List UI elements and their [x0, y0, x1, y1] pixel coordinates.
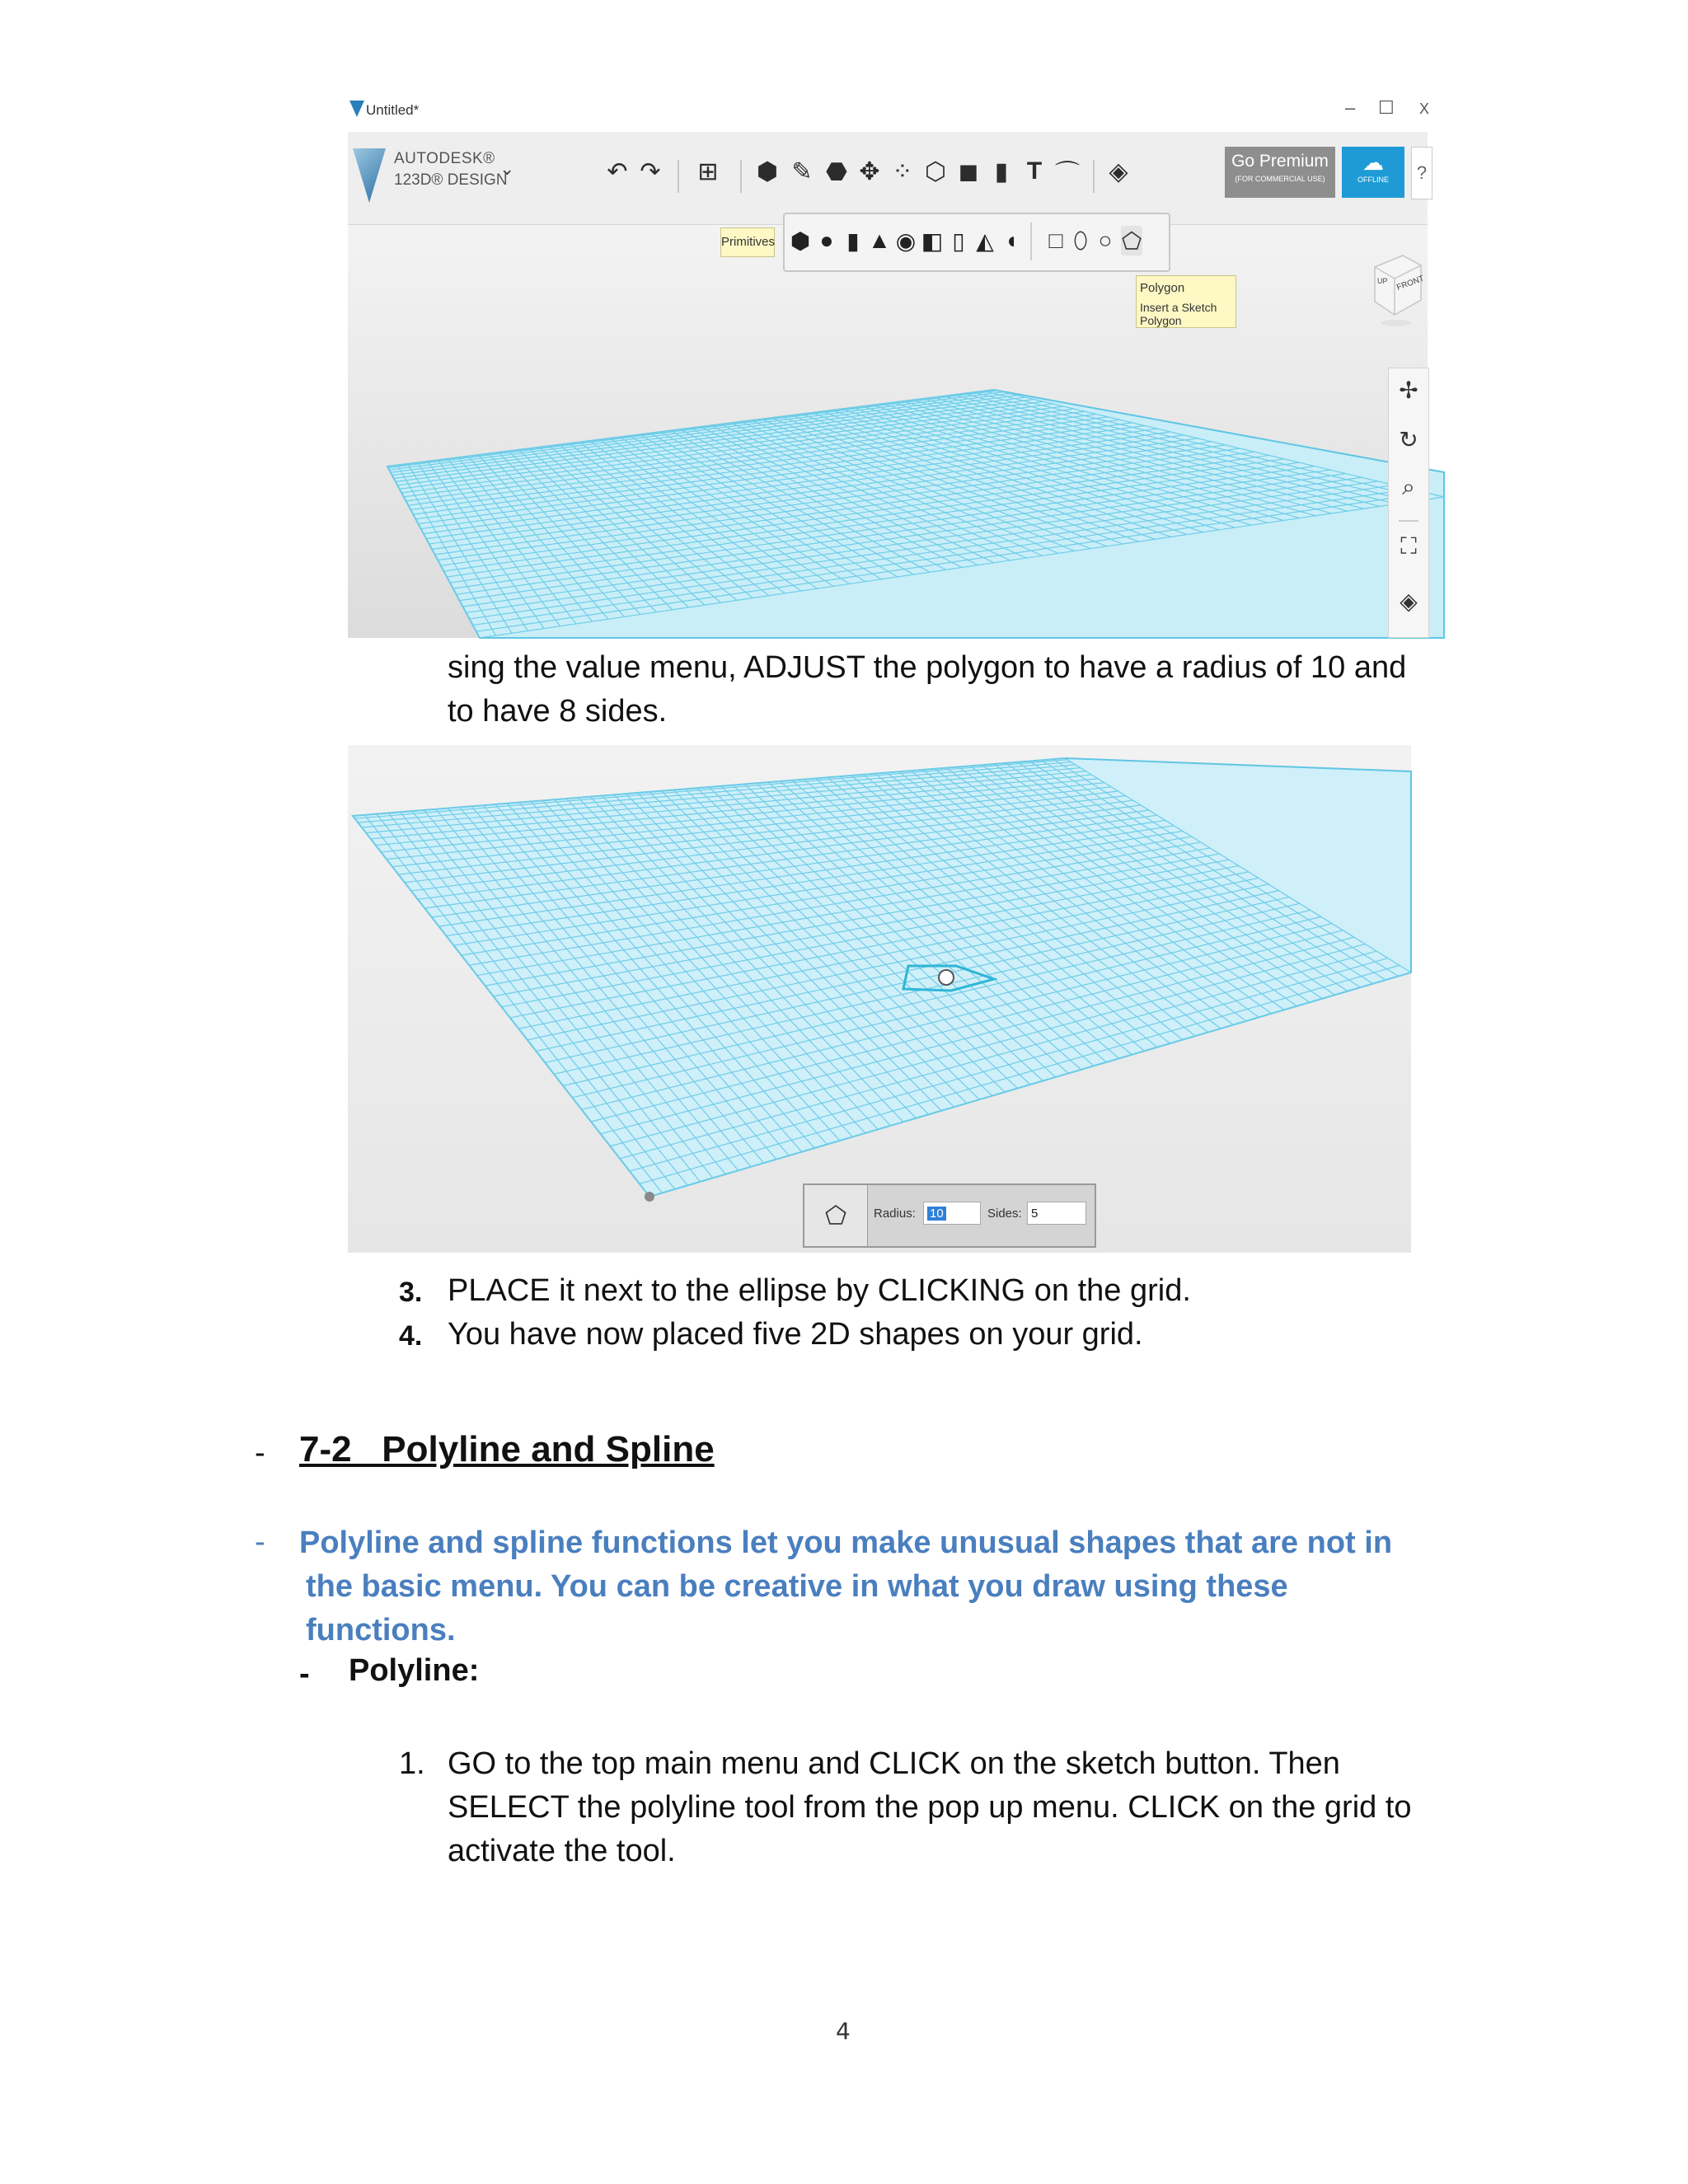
- maximize-button[interactable]: ☐: [1378, 97, 1395, 118]
- bullet-dash: -: [299, 1657, 310, 1691]
- grid-canvas[interactable]: [348, 745, 1411, 1253]
- box-icon[interactable]: ⬢: [790, 227, 811, 254]
- polygon-screenshot: [348, 745, 1411, 1253]
- pyramid-icon[interactable]: ◭: [976, 227, 994, 254]
- go-premium-button[interactable]: [1225, 147, 1335, 198]
- intro-line: Polyline and spline functions let you make unusual shapes that are not in: [299, 1526, 1393, 1560]
- grid-canvas[interactable]: [348, 225, 1428, 638]
- group-icon[interactable]: ⬡: [924, 157, 947, 185]
- step-intro-line1: sing the value menu, ADJUST the polygon to have a radius of 10 and: [448, 650, 1407, 685]
- navigation-bar: [1388, 368, 1429, 638]
- app-menu-button[interactable]: [348, 143, 521, 209]
- prism-icon[interactable]: ▯: [952, 227, 965, 254]
- step-number: 3.: [399, 1277, 423, 1308]
- sphere-icon[interactable]: ●: [819, 227, 834, 253]
- fit-view-icon[interactable]: ⛶: [1400, 533, 1417, 559]
- radius-value: 10: [927, 1207, 946, 1221]
- construct-icon[interactable]: ⬣: [825, 157, 848, 185]
- nav-divider: [1399, 520, 1418, 522]
- intro-line: the basic menu. You can be creative in what you draw using these: [306, 1569, 1288, 1604]
- step-text: PLACE it next to the ellipse by CLICKING on the grid.: [448, 1273, 1191, 1308]
- primitives-palette: [783, 213, 1170, 272]
- add-box-icon[interactable]: ⊞: [697, 157, 719, 185]
- main-toolbar: [348, 132, 1428, 225]
- pan-icon[interactable]: ✢: [1399, 377, 1418, 403]
- sides-label: Sides:: [987, 1207, 1022, 1221]
- text-icon[interactable]: T: [1026, 157, 1043, 185]
- help-button[interactable]: ?: [1411, 147, 1432, 199]
- step-text-line: activate the tool.: [448, 1834, 676, 1868]
- cloud-off-icon: ☁: [1362, 150, 1384, 175]
- radius-input[interactable]: [923, 1202, 981, 1225]
- combine-icon[interactable]: ◼: [958, 157, 979, 185]
- cylinder-icon[interactable]: ▮: [846, 227, 860, 254]
- toolbar-divider: [1093, 160, 1095, 193]
- undo-icon[interactable]: ↶: [607, 157, 628, 185]
- sides-input[interactable]: 5: [1027, 1202, 1086, 1225]
- tooltip-description: Insert a Sketch Polygon: [1140, 301, 1217, 327]
- cone-icon[interactable]: ▲: [868, 227, 891, 253]
- product-name: 123D® DESIGN: [394, 171, 508, 189]
- primitives-icon[interactable]: ⬢: [756, 157, 779, 185]
- polygon-center-handle[interactable]: [939, 970, 954, 985]
- measure-icon[interactable]: ▮: [994, 157, 1009, 185]
- palette-divider: [1030, 223, 1032, 260]
- toolbar-divider: [678, 160, 679, 193]
- step-number: 1.: [399, 1746, 425, 1781]
- rectangle-icon[interactable]: □: [1048, 227, 1063, 253]
- app-screenshot: [348, 91, 1428, 638]
- premium-label: Go Premium: [1231, 152, 1329, 171]
- app-logo-icon: [349, 101, 364, 117]
- section-heading: 7-2 Polyline and Spline: [299, 1429, 715, 1469]
- step-number: 4.: [399, 1320, 423, 1352]
- window-title: Untitled*: [366, 102, 420, 118]
- autodesk-logo-icon: [353, 148, 386, 203]
- minimize-button[interactable]: –: [1345, 97, 1356, 118]
- close-button[interactable]: X: [1419, 101, 1430, 117]
- hemisphere-icon[interactable]: ◖: [1004, 227, 1019, 253]
- redo-icon[interactable]: ↷: [640, 157, 661, 185]
- ellipse-icon[interactable]: ⬯: [1073, 227, 1088, 253]
- premium-sub-label: (FOR COMMERCIAL USE): [1235, 175, 1325, 183]
- sketch-icon[interactable]: ✎: [791, 157, 813, 185]
- material-icon[interactable]: ◈: [1109, 157, 1128, 185]
- polygon-icon: ⬠: [804, 1185, 868, 1246]
- offline-button[interactable]: [1342, 147, 1404, 198]
- snap-icon[interactable]: ⌒: [1055, 161, 1080, 188]
- torus-icon[interactable]: ◉: [895, 227, 917, 254]
- circle-icon[interactable]: ○: [1098, 227, 1113, 253]
- page-number: 4: [836, 2018, 851, 2045]
- orbit-icon[interactable]: ↻: [1399, 427, 1418, 452]
- step-intro-line2: to have 8 sides.: [448, 694, 668, 729]
- bullet-dash: -: [255, 1436, 265, 1470]
- brand-name: AUTODESK®: [394, 150, 495, 167]
- view-mode-icon[interactable]: ◈: [1400, 588, 1418, 614]
- step-text: You have now placed five 2D shapes on your grid.: [448, 1317, 1143, 1352]
- viewcube-icon[interactable]: [1370, 249, 1426, 328]
- polygon-tooltip: [1136, 275, 1236, 328]
- toolbar-divider: [740, 160, 742, 193]
- section-intro: [299, 1521, 1478, 1652]
- viewcube-front-label: FRONT: [1395, 274, 1426, 293]
- wedge-icon[interactable]: ◧: [921, 227, 944, 254]
- radius-label: Radius:: [874, 1207, 916, 1221]
- offline-label: OFFLINE: [1357, 176, 1389, 184]
- value-menu: [803, 1183, 1096, 1248]
- tooltip-title: Polygon: [1140, 281, 1185, 295]
- bullet-dash: -: [255, 1525, 265, 1559]
- primitives-label: Primitives: [720, 227, 775, 257]
- grid-origin-marker: [645, 1192, 654, 1202]
- step-text-line: SELECT the polyline tool from the pop up menu. CLICK on the grid to: [448, 1790, 1412, 1825]
- sub-heading: Polyline:: [349, 1653, 480, 1688]
- polygon-icon[interactable]: ⬠: [1121, 226, 1142, 255]
- viewcube-up-label: UP: [1377, 277, 1388, 285]
- step-text-line: GO to the top main menu and CLICK on the sketch button. Then: [448, 1746, 1340, 1781]
- chevron-down-icon: ⌄: [499, 158, 515, 179]
- intro-line: functions.: [306, 1613, 456, 1647]
- pattern-icon[interactable]: ⁘: [892, 157, 913, 185]
- modify-icon[interactable]: ✥: [859, 157, 880, 185]
- zoom-icon[interactable]: ⌕: [1402, 474, 1415, 499]
- window-titlebar: [348, 91, 1428, 132]
